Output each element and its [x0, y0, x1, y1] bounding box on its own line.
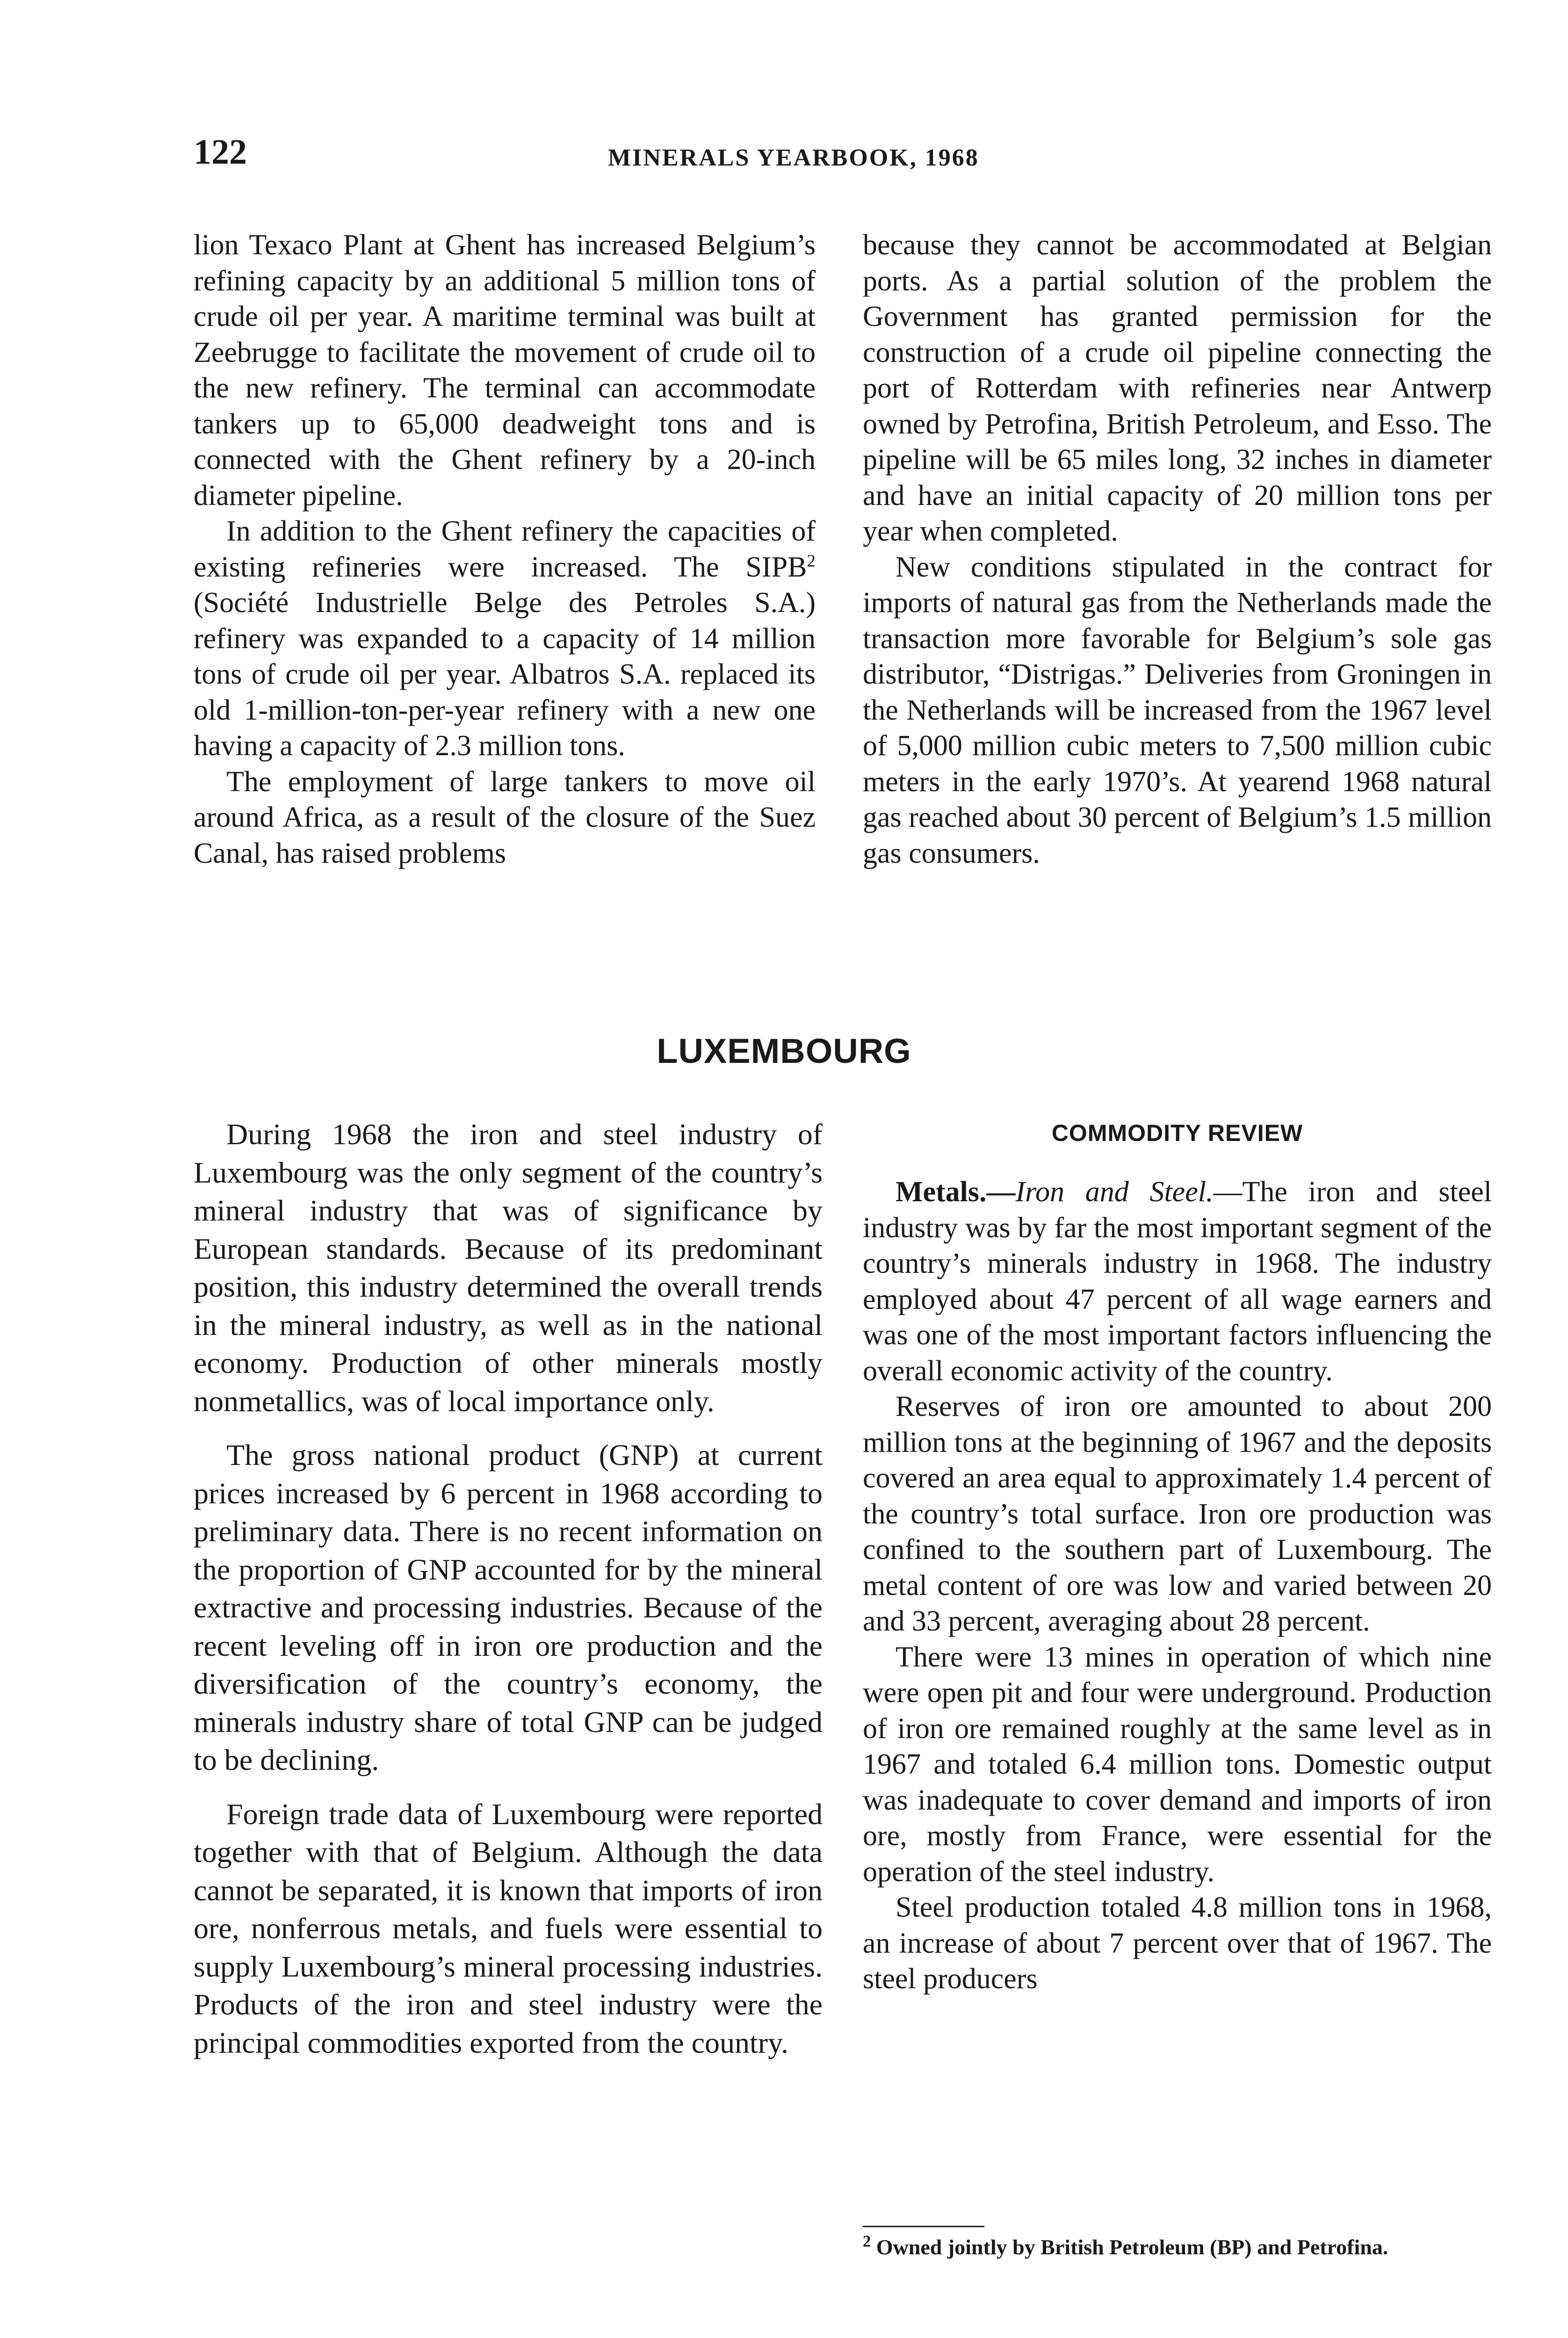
top-right-column: [863, 227, 1492, 871]
footnote-reference: 2: [807, 551, 816, 570]
run-in-subheading: Iron and Steel.: [1015, 1176, 1214, 1208]
paragraph: There were 13 mines in operation of which nine were open pit and four were underground. Production of iron ore remained roughly at the same level as in 1967 and totaled 6.4 million tons. Domestic output was inadequate to cover demand and imports of iron ore, mostly from France, were essential for the operation of the steel industry.: [863, 1641, 1492, 1888]
paragraph-text: —The iron and steel industry was by far the most important segment of the country’s minerals industry in 1968. The industry employed about 47 percent of all wage earners and was one of the most important factors influencing the overall economic activity of the country.: [863, 1176, 1492, 1387]
paragraph: Reserves of iron ore amounted to about 200 million tons at the beginning of 1967 and the deposits covered an area equal to approximately 1.4 percent of the country’s total surface. Iron ore production was confined to the southern part of Luxembourg. The metal content of ore was low and varied between 20 and 33 percent, averaging about 28 percent.: [863, 1391, 1492, 1637]
footnote-marker: 2: [863, 2232, 871, 2251]
bottom-right-column: [863, 1115, 1492, 1997]
paragraph-text: In addition to the Ghent refinery the capacities of existing refineries were increased. The SIPB: [194, 515, 816, 583]
top-left-column: [194, 227, 816, 871]
paragraph: lion Texaco Plant at Ghent has increased Belgium’s refining capacity by an additional 5 million tons of crude oil per year. A maritime terminal was built at Zeebrugge to facilitate the movement of crude oil to the new refinery. The terminal can accommodate tankers up to 65,000 deadweight tons and is connected with the Ghent refinery by a 20-inch diameter pipeline.: [194, 229, 816, 512]
paragraph: The gross national product (GNP) at current prices increased by 6 percent in 1968 according to preliminary data. There is no recent information on the proportion of GNP accounted for by the mineral extractive and processing industries. Because of the recent leveling off in iron ore production and the diversification of the country’s economy, the minerals industry share of total GNP can be judged to be declining.: [194, 1438, 823, 1776]
paragraph: [194, 513, 816, 764]
paragraph: Steel production totaled 4.8 million tons in 1968, an increase of about 7 percent over that of 1967. The steel producers: [863, 1891, 1492, 1995]
section-heading: LUXEMBOURG: [657, 1032, 911, 1070]
paragraph: New conditions stipulated in the contract for imports of natural gas from the Netherlands made the transaction more favorable for Belgium’s sole gas distributor, “Distrigas.” Deliveries from Groningen in the Netherlands will be increased from the 1967 level of 5,000 million cubic meters to 7,500 million cubic meters in the early 1970’s. At yearend 1968 natural gas reached about 30 percent of Belgium’s 1.5 million gas consumers.: [863, 551, 1492, 869]
footnote-text: Owned jointly by British Petroleum (BP) and Petrofina.: [871, 2235, 1388, 2259]
run-in-heading: Metals.—: [896, 1176, 1016, 1208]
paragraph: because they cannot be accommodated at Belgian ports. As a partial solution of the problem the Government has granted permission for the construction of a crude oil pipeline connecting the port of Rotterdam with refineries near Antwerp owned by Petrofina, British Petroleum, and Esso. The pipeline will be 65 miles long, 32 inches in diameter and have an initial capacity of 20 million tons per year when completed.: [863, 229, 1492, 547]
footnote-rule: [863, 2226, 984, 2227]
footnote: [863, 2234, 1492, 2261]
page-number: 122: [194, 132, 247, 172]
paragraph: [863, 1174, 1492, 1389]
paragraph: Foreign trade data of Luxembourg were reported together with that of Belgium. Although the data cannot be separated, it is known that imports of iron ore, nonferrous metals, and fuels were essential to supply Luxembourg’s mineral processing industries. Products of the iron and steel industry were the principal commodities exported from the country.: [194, 1797, 823, 2059]
paragraph-text: (Société Industrielle Belge des Petroles S.A.) refinery was expanded to a capacity of 14 million tons of crude oil per year. Albatros S.A. replaced its old 1-million-ton-per-year refinery with a new one having a capacity of 2.3 million tons.: [194, 587, 816, 762]
running-head: MINERALS YEARBOOK, 1968: [608, 144, 979, 171]
bottom-left-column: [194, 1115, 823, 2078]
paragraph: The employment of large tankers to move oil around Africa, as a result of the closure of the Suez Canal, has raised problems: [194, 765, 816, 869]
paragraph: During 1968 the iron and steel industry of Luxembourg was the only segment of the country’s mineral industry that was of significance by European standards. Because of its predominant position, this industry determined the overall trends in the mineral industry, as well as in the national economy. Production of other minerals mostly nonmetallics, was of local importance only.: [194, 1118, 823, 1418]
sub-heading: COMMODITY REVIEW: [1051, 1120, 1303, 1146]
